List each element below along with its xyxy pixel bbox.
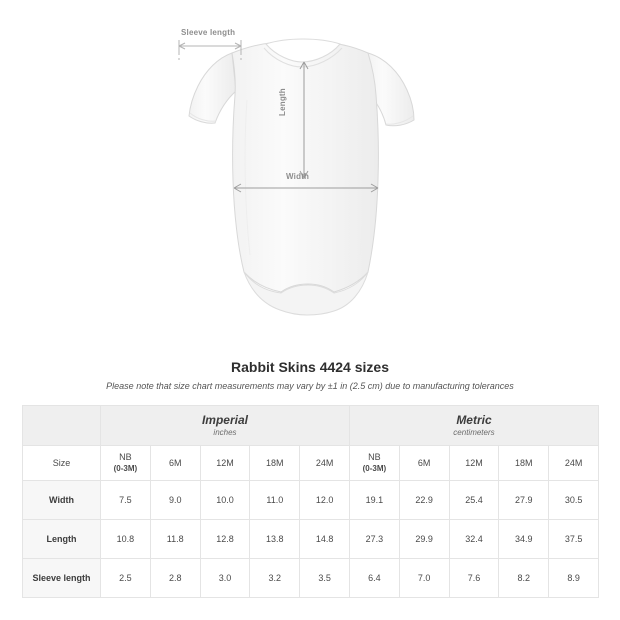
column-header-label: NB: [368, 452, 381, 462]
table-row: [23, 481, 599, 520]
cell-sleeve-24m-in: 3.5: [300, 559, 350, 598]
unit-system-row: [23, 406, 599, 446]
cell-sleeve-12m-cm: 7.6: [449, 559, 499, 598]
tolerance-note: Please note that size chart measurements may vary by ±1 in (2.5 cm) due to manufacturing tolerances: [106, 381, 514, 391]
cell-sleeve-12m-in: 3.0: [200, 559, 250, 598]
size-table-wrapper: [22, 405, 598, 598]
cell-length-nb-in: 10.8: [101, 520, 151, 559]
cell-sleeve-18m-cm: 8.2: [499, 559, 549, 598]
cell-length-12m-in: 12.8: [200, 520, 250, 559]
cell-length-6m-in: 11.8: [150, 520, 200, 559]
width-label: Width: [286, 172, 310, 181]
column-header-24m-metric: 24M: [549, 446, 599, 481]
sleeve-length-label: Sleeve length: [181, 28, 236, 37]
cell-width-18m-cm: 27.9: [499, 481, 549, 520]
unit-system-metric-sub: centimeters: [453, 428, 495, 437]
unit-system-imperial-name: Imperial: [201, 413, 248, 427]
unit-system-imperial: [101, 406, 350, 446]
length-label: Length: [278, 88, 287, 116]
cell-length-12m-cm: 32.4: [449, 520, 499, 559]
cell-width-6m-cm: 22.9: [399, 481, 449, 520]
cell-sleeve-6m-in: 2.8: [150, 559, 200, 598]
size-table: [22, 405, 599, 598]
cell-length-24m-cm: 37.5: [549, 520, 599, 559]
row-label-width: Width: [23, 481, 101, 520]
cell-length-24m-in: 14.8: [300, 520, 350, 559]
cell-width-nb-in: 7.5: [101, 481, 151, 520]
cell-width-nb-cm: 19.1: [349, 481, 399, 520]
column-header-18m-imperial: 18M: [250, 446, 300, 481]
column-header-label: NB: [119, 452, 132, 462]
row-label-sleeve-length: Sleeve length: [23, 559, 101, 598]
column-header-12m-imperial: 12M: [200, 446, 250, 481]
cell-width-24m-cm: 30.5: [549, 481, 599, 520]
title-block: [0, 359, 620, 391]
cell-sleeve-24m-cm: 8.9: [549, 559, 599, 598]
column-header-6m-imperial: 6M: [150, 446, 200, 481]
cell-length-18m-cm: 34.9: [499, 520, 549, 559]
column-header-sub: (0-3M): [113, 464, 138, 473]
cell-width-12m-cm: 25.4: [449, 481, 499, 520]
unit-system-imperial-sub: inches: [213, 428, 237, 437]
table-row: [23, 520, 599, 559]
cell-sleeve-nb-cm: 6.4: [349, 559, 399, 598]
cell-sleeve-18m-in: 3.2: [250, 559, 300, 598]
cell-sleeve-nb-in: 2.5: [101, 559, 151, 598]
unit-system-metric-name: Metric: [456, 413, 492, 427]
column-header-6m-metric: 6M: [399, 446, 449, 481]
unit-system-metric: [349, 406, 598, 446]
page-title: Rabbit Skins 4424 sizes: [231, 359, 389, 375]
row-label-length: Length: [23, 520, 101, 559]
column-header-24m-imperial: 24M: [300, 446, 350, 481]
cell-length-nb-cm: 27.3: [349, 520, 399, 559]
cell-width-18m-in: 11.0: [250, 481, 300, 520]
column-header-12m-metric: 12M: [449, 446, 499, 481]
size-header: Size: [23, 446, 101, 481]
unit-row-corner: [23, 406, 101, 446]
column-header-row: [23, 446, 599, 481]
cell-length-6m-cm: 29.9: [399, 520, 449, 559]
cell-length-18m-in: 13.8: [250, 520, 300, 559]
cell-width-12m-in: 10.0: [200, 481, 250, 520]
cell-width-6m-in: 9.0: [150, 481, 200, 520]
column-header-nb-metric: [349, 446, 399, 481]
table-row: [23, 559, 599, 598]
cell-sleeve-6m-cm: 7.0: [399, 559, 449, 598]
column-header-nb-imperial: [101, 446, 151, 481]
column-header-18m-metric: 18M: [499, 446, 549, 481]
cell-width-24m-in: 12.0: [300, 481, 350, 520]
column-header-sub: (0-3M): [362, 464, 387, 473]
